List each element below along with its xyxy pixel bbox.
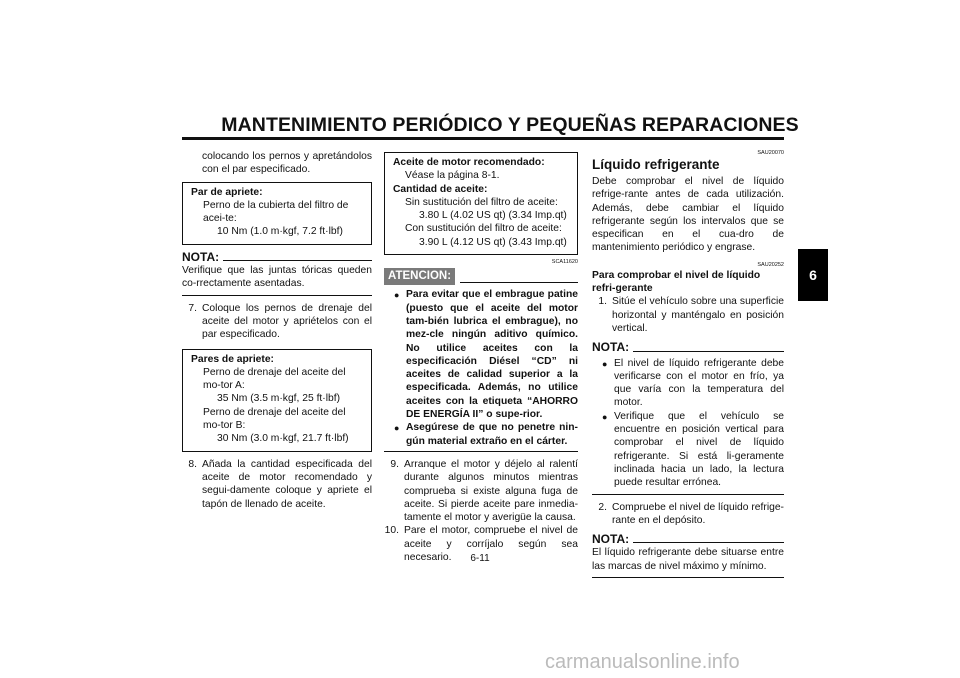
nota-label: NOTA:: [592, 532, 630, 547]
torque-box-line: Perno de la cubierta del filtro de acei-te:: [203, 199, 349, 225]
nota-end-rule: [592, 577, 784, 578]
subsection-heading: Para comprobar el nivel de líquido refri-gerante: [592, 269, 761, 295]
caution-rule: [460, 282, 578, 283]
step-text: Arranque el motor y déjelo al ralentí durante algunos minutos mientras comprueba si existe alguna fuga de aceite. Si pierde aceite pare inmedia-tamente el motor y averigüe la causa.: [404, 458, 578, 524]
step-number: 2.: [598, 501, 607, 513]
oil-spec-head: Aceite de motor recomendado:: [393, 157, 545, 168]
title-rule: [182, 137, 784, 140]
caution-heading: [384, 268, 578, 285]
nota-end-rule: [182, 295, 372, 296]
step-number: 9.: [390, 458, 399, 470]
nota-end-rule: [592, 494, 784, 495]
nota-bullets: [592, 357, 784, 490]
bullet-icon: ●: [394, 423, 400, 434]
nota-label: NOTA:: [592, 340, 630, 355]
oil-quantity-value: 3.80 L (4.02 US qt) (3.34 Imp.qt): [419, 210, 567, 222]
torque-box-line: Perno de drenaje del aceite del mo-tor B:: [203, 406, 346, 432]
nota-heading: [592, 341, 784, 354]
step-text: Pare el motor, compruebe el nivel de aceite y corríjalo según sea necesario.: [404, 525, 578, 564]
step-9: [384, 458, 578, 524]
bullet-icon: ●: [602, 411, 608, 422]
step-text: Compruebe el nivel de líquido refrige-rante en el depósito.: [612, 501, 784, 526]
torque-box-head: Par de apriete:: [191, 186, 263, 198]
nota-rule: [633, 351, 784, 352]
step-number: 8.: [188, 458, 197, 470]
nota-bullet: [602, 410, 784, 490]
chapter-tab: 6: [798, 249, 828, 301]
nota-label: NOTA:: [182, 249, 220, 264]
oil-spec-box: [384, 152, 578, 255]
column-1: [182, 150, 372, 511]
step-1: [592, 295, 784, 335]
step-text: Añada la cantidad especificada del aceite de motor recomendado y segui-damente coloque y apriete el tapón de llenado de aceite.: [202, 458, 372, 510]
nota-bullet-text: El nivel de líquido refrigerante debe verificarse con el motor en frío, ya que varía con la temperatura del motor.: [614, 357, 784, 409]
caution-badge: ATENCION:: [384, 268, 455, 285]
continued-step-text: colocando los pernos y apretándolos con el par especificado.: [202, 151, 372, 176]
step-8: [182, 458, 372, 511]
step-number: 10.: [384, 525, 399, 537]
reference-code: SAU20070: [757, 150, 784, 156]
step-7: [182, 302, 372, 342]
reference-code: SCA11620: [551, 259, 578, 266]
caution-bullet-text: Asegúrese de que no penetre nin-gún material extraño en el cárter.: [406, 422, 578, 447]
torque-box-line: Perno de drenaje del aceite del mo-tor A:: [203, 366, 346, 392]
column-3: [592, 150, 784, 584]
page-number: 6-11: [470, 553, 490, 564]
reference-code: SAU20252: [757, 261, 784, 268]
nota-text: El líquido refrigerante debe situarse entre las marcas de nivel máximo y mínimo.: [592, 547, 784, 572]
torque-box-filter-cover: [182, 182, 372, 245]
caution-end-rule: [384, 451, 578, 452]
caution-bullet: [394, 421, 578, 448]
step-text: Coloque los pernos de drenaje del aceite del motor y apriételos con el par especificado.: [202, 302, 372, 341]
caution-bullet: [394, 288, 578, 421]
step-text: Sitúe el vehículo sobre una superficie horizontal y manténgalo en posición vertical.: [612, 296, 784, 334]
step-2: [592, 501, 784, 528]
torque-box-value: 10 Nm (1.0 m·kgf, 7.2 ft·lbf): [217, 226, 343, 238]
page-title: MANTENIMIENTO PERIÓDICO Y PEQUEÑAS REPARACIONES: [221, 114, 799, 136]
nota-rule: [223, 260, 372, 261]
column-2: [384, 152, 578, 564]
caution-bullet-text: Para evitar que el embrague patine (puesto que el aceite del motor tam-bién lubrica el embrague), no mez-cle ningún aditivo químico. No utilice aceites con la especificación Diésel “CD” ni aceites de calidad superior a la especificada. Además, no utilice aceites con la etiqueta “AHORRO DE ENERGÍA II” o supe-rior.: [406, 289, 578, 421]
torque-box-head: Pares de apriete:: [191, 353, 274, 365]
bullet-icon: ●: [602, 358, 608, 369]
torque-box-value: 35 Nm (3.5 m·kgf, 25 ft·lbf): [217, 393, 341, 405]
step-number: 1.: [598, 296, 607, 308]
oil-quantity-head: Cantidad de aceite:: [393, 183, 488, 195]
nota-heading: [182, 251, 372, 264]
oil-quantity-line: Sin sustitución del filtro de aceite:: [405, 196, 558, 208]
nota-rule: [633, 542, 784, 543]
section-heading: Líquido refrigerante: [592, 157, 720, 172]
nota-bullet-text: Verifique que el vehículo se encuentre en posición vertical para comprobar el nivel de líquido refrigerante. Si está li-geramente inclinada hacia un lado, la lectura puede resultar errónea.: [614, 410, 784, 489]
oil-quantity-line: Con sustitución del filtro de aceite:: [405, 223, 562, 235]
watermark: carmanualsonline.info: [545, 651, 740, 673]
nota-bullet: [602, 357, 784, 410]
section-intro: Debe comprobar el nivel de líquido refrige-rante antes de cada utilización. Además, debe cambiar el líquido refrigerante según los intervalos que se especifican en el cua-dro de mantenimiento periódico y engrase.: [592, 176, 784, 254]
nota-text: Verifique que las juntas tóricas queden co-rrectamente asentadas.: [182, 265, 372, 290]
torque-box-drain-bolts: [182, 349, 372, 452]
bullet-icon: ●: [394, 290, 400, 301]
oil-quantity-value: 3.90 L (4.12 US qt) (3.43 Imp.qt): [419, 236, 567, 248]
nota-heading: [592, 533, 784, 546]
step-number: 7.: [188, 302, 197, 314]
caution-body: [384, 288, 578, 448]
oil-spec-line: Véase la página 8-1.: [405, 170, 500, 182]
torque-box-value: 30 Nm (3.0 m·kgf, 21.7 ft·lbf): [217, 433, 349, 445]
